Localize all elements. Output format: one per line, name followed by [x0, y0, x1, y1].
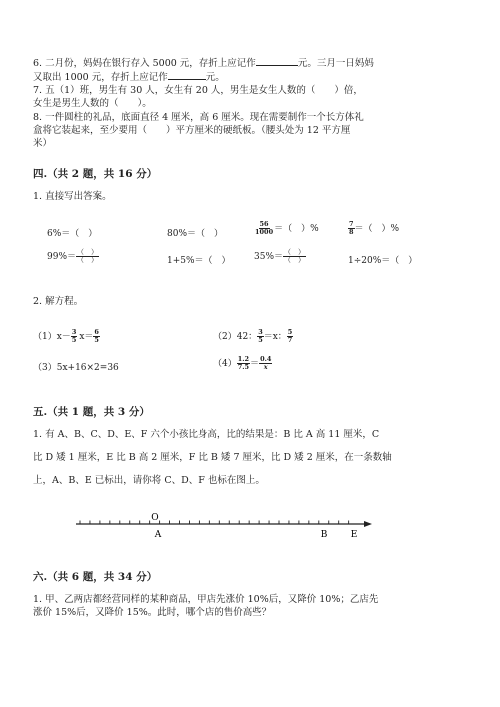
question-4-1-prompt: 1. 直接写出答案。 — [33, 191, 112, 202]
section-6-heading: 六.（共 6 题，共 34 分） — [33, 571, 158, 583]
question-5-1-line2: 比 D 矮 1 厘米，E 比 B 高 2 厘米，F 比 B 矮 7 厘米，比 D 矮 2 厘米，在一条数轴 — [33, 452, 392, 463]
number-line-arrow — [364, 521, 372, 527]
fraction: $\frac{7}{8}$ — [349, 220, 354, 236]
point-b-label: B — [320, 530, 328, 540]
origin-label: O — [151, 513, 159, 523]
fraction: $\frac{1.2}{7.5}$ — [237, 355, 250, 371]
calc-item-4: $\frac{7}{8}$ ＝（ ）% — [349, 220, 400, 236]
fraction: $\frac{5}{7}$ — [287, 328, 293, 344]
calc-item-3: $\frac{56}{1000}$ ＝（ ）% — [255, 220, 319, 236]
section-4-heading: 四.（共 2 题，共 16 分） — [33, 168, 158, 180]
calc-item-5: 99%＝ $\frac{( )}{( )}$ — [47, 248, 99, 264]
question-3-6-line1: 6. 二月份，妈妈在银行存入 5000 元，存折上应记作 元。三月一日妈妈 — [33, 58, 374, 69]
point-e-label: E — [350, 530, 358, 540]
question-5-1-line1: 1. 有 A、B、C、D、E、F 六个小孩比身高，比的结果是：B 比 A 高 11 厘米，C — [33, 429, 380, 440]
calc-item-7: 35%＝ $\frac{( )}{( )}$ — [254, 248, 306, 264]
question-4-2-prompt: 2. 解方程。 — [33, 296, 84, 307]
question-3-7-line2: 女生是男生人数的（ ）。 — [33, 98, 152, 109]
question-6-1-line1: 1. 甲、乙两店都经营同样的某种商品，甲店先涨价 10%后，又降价 10%；乙店先 — [33, 594, 379, 605]
question-3-8-line2: 盒将它装起来，至少要用（ ）平方厘米的硬纸板。（腰头处为 12 平方厘 — [33, 125, 351, 136]
fraction: $\frac{0.4}{x}$ — [260, 355, 272, 371]
equation-3: （3）5x+16×2=36 — [33, 363, 119, 373]
question-3-6-line2: 又取出 1000 元，存折上应记作 元。 — [33, 72, 225, 83]
fraction: $\frac{( )}{( )}$ — [284, 248, 306, 264]
calc-item-1: 6%＝（ ） — [47, 229, 98, 239]
calc-item-2: 80%＝（ ） — [167, 229, 224, 239]
number-line[interactable] — [0, 505, 500, 545]
fraction: $\frac{( )}{( )}$ — [77, 248, 99, 264]
calc-item-6: 1+5%＝（ ） — [167, 256, 231, 266]
question-3-7-line1: 7. 五（1）班，男生有 30 人，女生有 20 人，男生是女生人数的（ ）倍， — [33, 85, 363, 96]
fraction: $\frac{3}{5}$ — [258, 328, 263, 344]
question-5-1-line3: 上，A、B、E 已标出，请你将 C、D、F 也标在图上。 — [33, 475, 265, 486]
calc-item-8: 1÷20%＝（ ） — [348, 256, 418, 266]
question-3-8-line3: 米） — [33, 138, 53, 149]
answer-blank[interactable] — [168, 79, 206, 80]
equation-2: （2）42： $\frac{3}{5}$ ＝x： $\frac{5}{7}$ — [213, 328, 293, 344]
fraction: $\frac{6}{5}$ — [94, 328, 99, 344]
equation-1: （1）x－ $\frac{3}{5}$ x＝ $\frac{6}{5}$ — [33, 328, 99, 344]
question-3-8-line1: 8. 一件圆柱的礼品，底面直径 4 厘米，高 6 厘米。现在需要制作一个长方体礼 — [33, 112, 364, 123]
fraction: $\frac{3}{5}$ — [71, 328, 77, 344]
fraction: $\frac{56}{1000}$ — [255, 220, 274, 236]
section-5-heading: 五.（共 1 题，共 3 分） — [33, 406, 150, 418]
point-a-label: A — [154, 530, 162, 540]
equation-4: （4） $\frac{1.2}{7.5}$ ＝ $\frac{0.4}{x}$ — [213, 355, 272, 371]
question-6-1-line2: 涨价 15%后，又降价 15%。此时，哪个店的售价高些？ — [33, 607, 272, 618]
answer-blank[interactable] — [256, 65, 298, 66]
